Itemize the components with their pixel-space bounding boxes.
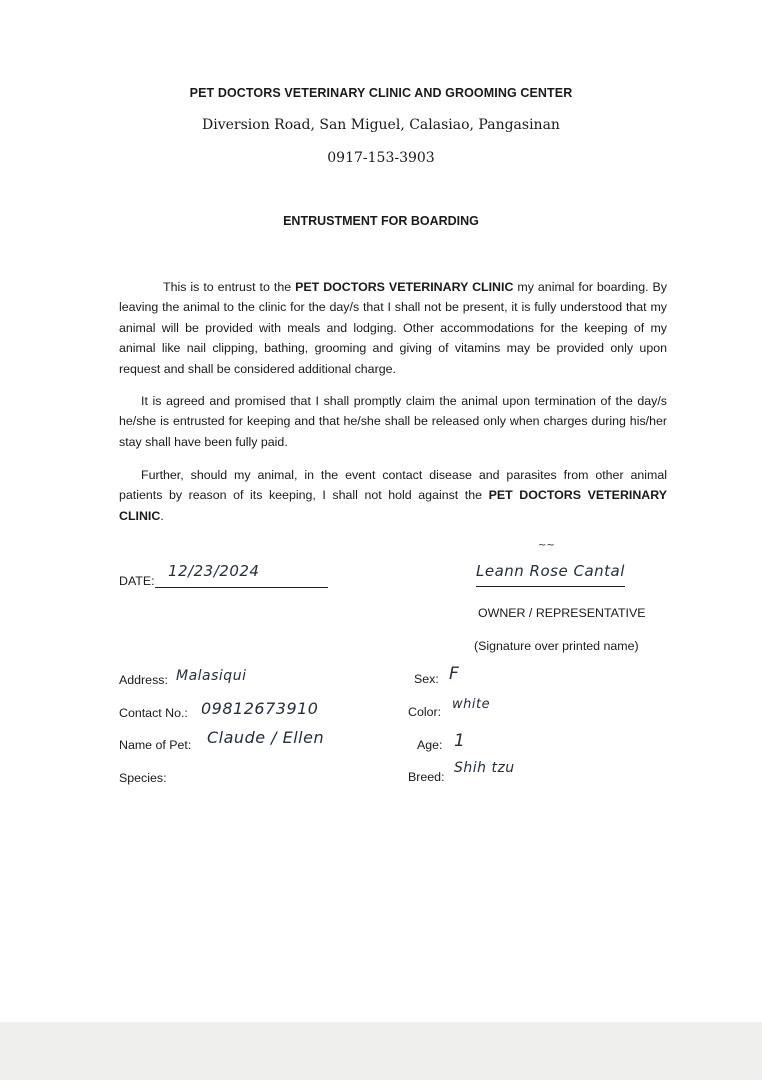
date-label: DATE: <box>119 574 155 588</box>
species-label: Species: <box>119 771 167 785</box>
date-handwritten: 12/23/2024 <box>168 562 260 580</box>
paragraph-agreement: It is agreed and promised that I shall promptly claim the animal upon termination of the day/s he/she is entrusted for keeping and that he/she shall be released only when charges during his/her stay shall have been fully paid. <box>119 394 667 449</box>
sex-value: F <box>449 664 460 684</box>
clinic-name: PET DOCTORS VETERINARY CLINIC AND GROOMING CENTER <box>189 86 573 100</box>
signature-underline <box>476 586 625 587</box>
contact-value: 09812673910 <box>201 699 319 718</box>
clinic-name-inline: PET DOCTORS VETERINARY CLINIC <box>295 280 514 294</box>
age-value: 1 <box>454 731 466 751</box>
clinic-address: Diversion Road, San Miguel, Calasiao, Pangasinan <box>202 117 560 133</box>
contact-label: Contact No.: <box>119 706 188 720</box>
address-value: Malasiqui <box>176 668 247 684</box>
address-label: Address: <box>119 673 168 687</box>
signature-scribble: ~~ <box>538 540 555 551</box>
date-underline <box>155 587 328 588</box>
color-value: white <box>452 697 491 712</box>
paragraph-entrust: This is to entrust to the PET DOCTORS VETERINARY CLINIC my animal for boarding. By leaving the animal to the clinic for the day/s that I shall not be present, it is fully understood that my animal will be provided with meals and lodging. Other accommodations for the keeping of my animal like nail clipping, bathing, grooming and giving of vitamins may be provided only upon request and shall be considered additional charge. <box>119 280 667 376</box>
owner-sublabel: (Signature over printed name) <box>474 639 639 653</box>
document-title: ENTRUSTMENT FOR BOARDING <box>283 214 479 228</box>
color-label: Color: <box>408 705 442 719</box>
pet-name-value: Claude / Ellen <box>207 728 325 747</box>
owner-signature: Leann Rose Cantal <box>476 562 625 580</box>
breed-value: Shih tzu <box>454 760 515 776</box>
owner-label: OWNER / REPRESENTATIVE <box>478 606 646 620</box>
paragraph-liability: Further, should my animal, in the event contact disease and parasites from other animal patients by reason of its keeping, I shall not hold against the PET DOCTORS VETERINARY CLINIC. <box>119 468 667 523</box>
pet-name-label: Name of Pet: <box>119 738 192 752</box>
sex-label: Sex: <box>414 672 439 686</box>
breed-label: Breed: <box>408 770 445 784</box>
scan-background <box>0 1022 762 1080</box>
clinic-name-inline: PET DOCTORS VETERINARY CLINIC <box>119 488 667 523</box>
age-label: Age: <box>417 738 443 752</box>
clinic-phone: 0917-153-3903 <box>327 150 435 166</box>
